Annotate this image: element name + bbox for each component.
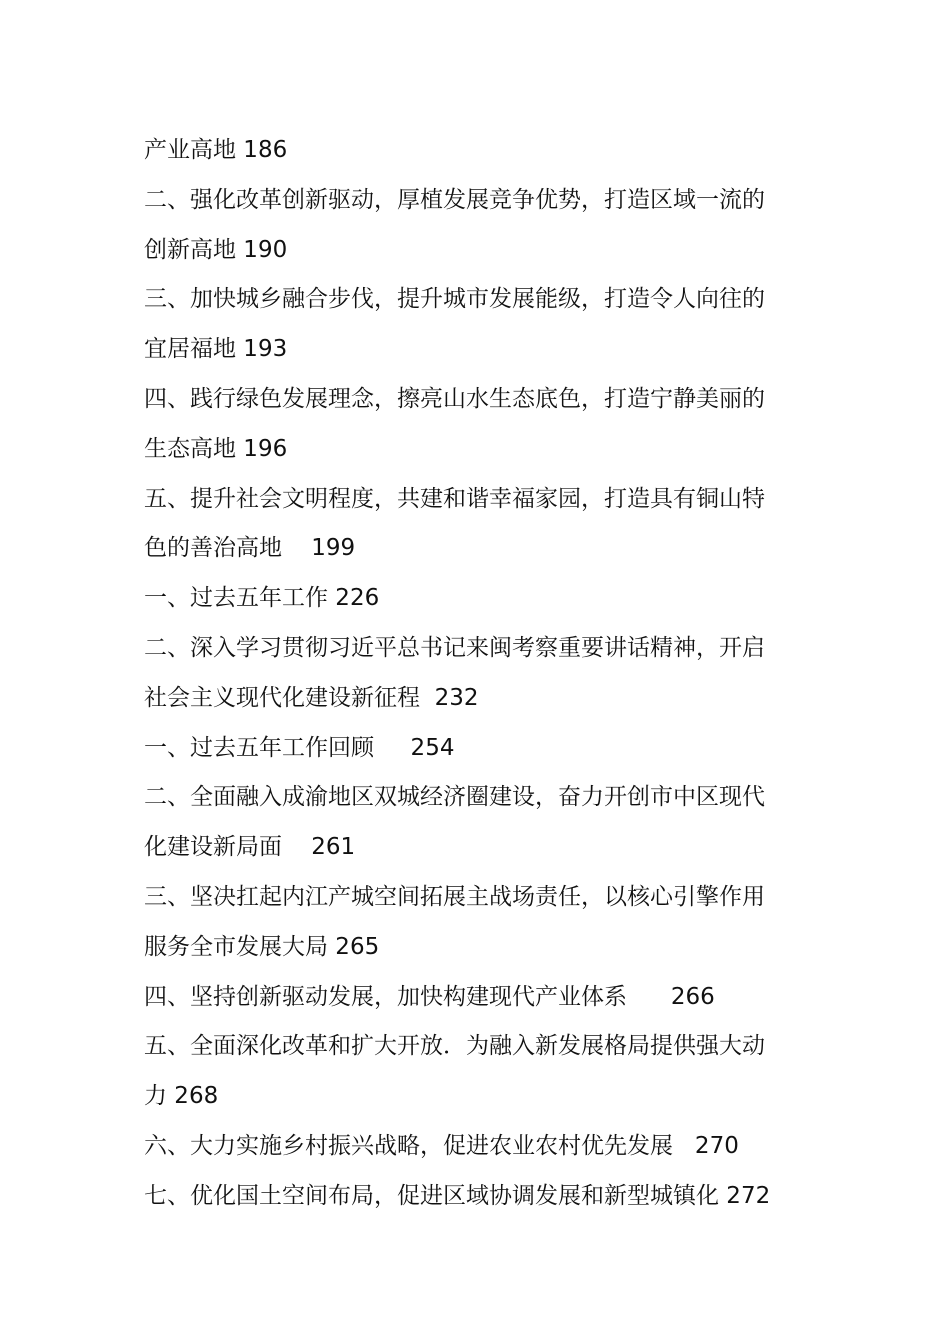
toc-line: 二、深入学习贯彻习近平总书记来闽考察重要讲话精神，开启: [144, 634, 765, 661]
toc-line: 创新高地 190: [144, 236, 288, 263]
toc-line: 服务全市发展大局 265: [144, 933, 380, 960]
toc-line: 宜居福地 193: [144, 336, 288, 363]
toc-line: 产业高地 186: [144, 137, 288, 163]
toc-line: 化建设新局面 261: [144, 834, 356, 861]
toc-line: 四、坚持创新驱动发展，加快构建现代产业体系 266: [144, 983, 715, 1010]
toc-line: 社会主义现代化建设新征程 232: [144, 684, 479, 711]
toc-line: 五、全面深化改革和扩大开放．为融入新发展格局提供强大动: [144, 1033, 765, 1060]
toc-line: 力 268: [144, 1083, 219, 1110]
toc-line: 七、优化国土空间布局，促进区域协调发展和新型城镇化 272: [144, 1182, 771, 1209]
toc-line: 色的善治高地 199: [144, 535, 356, 562]
toc-line: 生态高地 196: [144, 435, 288, 462]
toc-line: 二、全面融入成渝地区双城经济圈建设，奋力开创市中区现代: [144, 784, 765, 811]
toc-line: 四、践行绿色发展理念，擦亮山水生态底色，打造宁静美丽的: [144, 385, 765, 412]
toc-line: 五、提升社会文明程度，共建和谐幸福家园，打造具有铜山特: [144, 485, 765, 512]
toc-line: 六、大力实施乡村振兴战略，促进农业农村优先发展 270: [144, 1132, 739, 1159]
toc-line: 二、强化改革创新驱动，厚植发展竞争优势，打造区域一流的: [144, 186, 765, 213]
toc-line: 三、加快城乡融合步伐，提升城市发展能级，打造令人向往的: [144, 286, 765, 313]
toc-line: 三、坚决扛起内江产城空间拓展主战场责任，以核心引擎作用: [144, 883, 765, 910]
table-of-contents: [144, 126, 824, 1222]
toc-line: 一、过去五年工作回顾 254: [144, 734, 455, 761]
toc-line: 一、过去五年工作 226: [144, 585, 380, 612]
